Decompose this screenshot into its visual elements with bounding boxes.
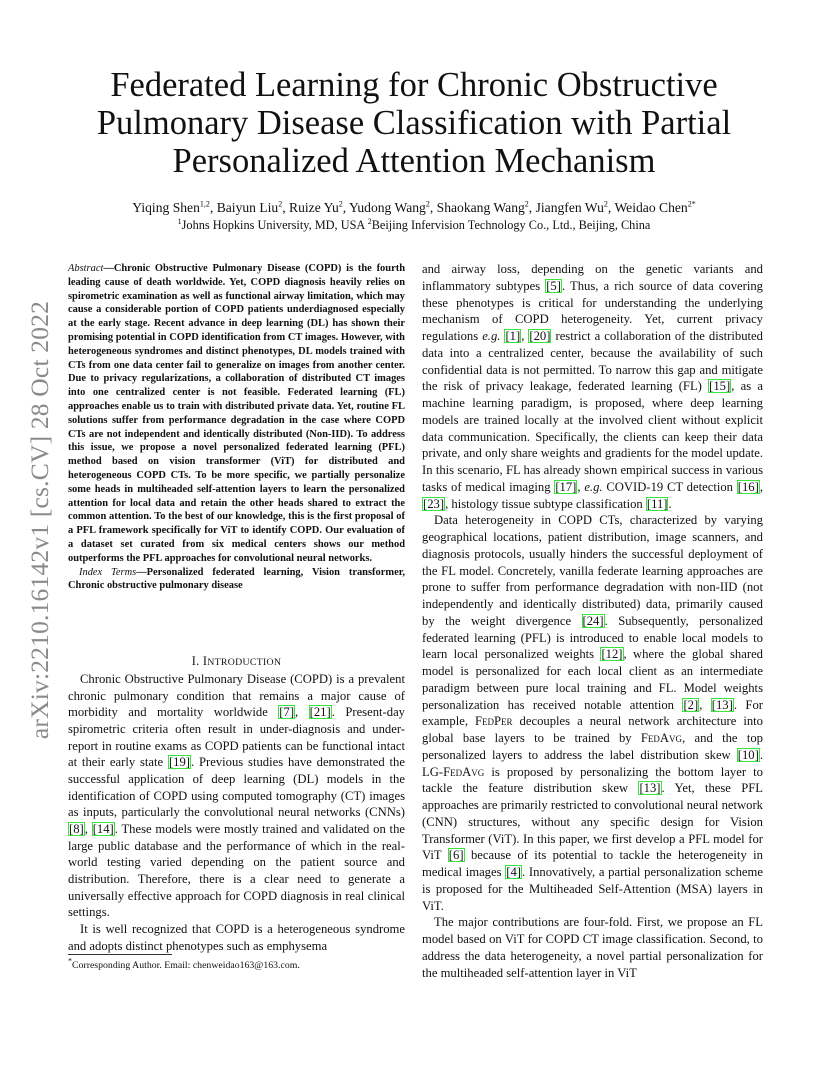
- section-title-rest: NTRODUCTION: [207, 657, 282, 668]
- body-text: decouples a neural network architecture into global base layers to be trained by: [422, 714, 764, 745]
- citation-link[interactable]: [15]: [709, 379, 731, 394]
- body-paragraph: [68, 921, 405, 954]
- body-text: ,: [577, 479, 585, 494]
- body-text-italic: e.g.: [584, 479, 603, 494]
- author-name: , Jiangfen Wu: [528, 200, 604, 215]
- author-affil-mark: 2: [278, 199, 283, 209]
- body-text: Chronic Obstructive Pulmonary Disease (COPD) is a prevalent chronic pulmonary condition that remains a major cause of morbidity and mortality worldwide: [68, 672, 405, 720]
- author-list: [60, 200, 768, 216]
- author-affil-mark: 2: [524, 199, 529, 209]
- body-paragraph: [422, 914, 763, 981]
- footnote: [68, 956, 300, 971]
- footnote-mark: *: [68, 956, 72, 966]
- citation-link[interactable]: [13]: [639, 781, 661, 796]
- method-name: FedPer: [474, 714, 513, 729]
- citation-link[interactable]: [19]: [168, 755, 191, 770]
- body-text: . Thus, a rich source of data covering these phenotypes is critical for understanding the underlying mechanism of COPD heterogeneity. Yet, current privacy regulations: [422, 278, 763, 343]
- section-heading: [68, 654, 405, 669]
- citation-link[interactable]: [23]: [423, 496, 445, 511]
- body-text-italic: e.g.: [482, 329, 501, 343]
- citation-link[interactable]: [13]: [711, 697, 733, 712]
- affiliations: [60, 218, 768, 233]
- body-text: It is well recognized that COPD is a heterogeneous syndrome and adopts distinct phenotypes such as emphysema: [68, 921, 405, 953]
- abstract-label: Abstract: [68, 263, 104, 274]
- citation-link[interactable]: [24]: [582, 613, 604, 628]
- author-affil-mark: 2: [338, 199, 343, 209]
- body-text: ,: [295, 705, 309, 720]
- citation-link[interactable]: [17]: [555, 479, 577, 494]
- paper-title: [70, 66, 758, 180]
- citation-link[interactable]: [6]: [448, 848, 464, 863]
- body-text: ,: [84, 821, 92, 836]
- body-text: , where the global shared model is personalized for each local client as an intermediate paradigm between pure local training and FL. Model weights personalization has received notable attention: [422, 647, 763, 712]
- citation-link[interactable]: [11]: [646, 496, 668, 511]
- affil-text: Johns Hopkins University, MD, USA: [181, 218, 368, 232]
- title-line-3: Personalized Attention Mechanism: [172, 142, 656, 180]
- citation-link[interactable]: [2]: [683, 697, 699, 712]
- author-affil-mark: 2: [603, 199, 608, 209]
- index-terms-text: —Personalized federated learning, Vision transformer, Chronic obstructive pulmonary disease: [68, 566, 405, 592]
- title-line-2: Pulmonary Disease Classification with Partial: [96, 104, 732, 142]
- body-paragraph: [68, 671, 405, 921]
- affil-text: Beijing Infervision Technology Co., Ltd., Beijing, China: [371, 218, 651, 232]
- method-name: FedAvg: [443, 764, 485, 779]
- body-text: . LG-: [422, 747, 763, 779]
- citation-link[interactable]: [12]: [601, 647, 623, 662]
- citation-link[interactable]: [16]: [737, 479, 759, 494]
- author-name: , Shaokang Wang: [429, 200, 525, 215]
- citation-link[interactable]: [5]: [546, 278, 561, 293]
- author-name: , Weidao Chen: [607, 200, 688, 215]
- section-number: I.: [191, 654, 200, 668]
- citation-link[interactable]: [8]: [69, 821, 84, 836]
- section-title-initial: I: [202, 654, 208, 668]
- author-affil-mark: 1,2: [199, 199, 210, 209]
- body-text: ,: [521, 329, 529, 343]
- arxiv-stamp: [20, 280, 60, 760]
- citation-link[interactable]: [7]: [279, 705, 295, 720]
- body-paragraph: [422, 261, 763, 512]
- body-text: because of its potential to tackle the heterogeneity in medical images: [422, 848, 764, 879]
- body-text: .: [668, 496, 672, 511]
- footnote-text: Corresponding Author. Email: chenweidao163@163.com.: [72, 960, 300, 971]
- affil-mark: 2: [367, 216, 372, 226]
- body-text: . For example,: [422, 697, 763, 729]
- index-terms: [68, 566, 405, 594]
- abstract-text: —Chronic Obstructive Pulmonary Disease (COPD) is the fourth leading cause of death worldwide. Yet, COPD diagnosis heavily relies on spirometric examination as well as functional airway limitation, which may cause a considerable portion of COPD patients underdiagnosed especially at the early stage. Recent advance in deep learning (DL) has shown their promising potential in COPD identification from CT images. However, with heterogeneous syndromes and distinct phenotypes, DL models trained with CTs from one data center fail to generalize on images from another center. Due to privacy regularizations, a collaboration of distributed CT images into one centralized center is not feasible. Federated learning (FL) approaches enable us to train with distributed private data. Yet, routine FL solutions suffer from performance degradation in the case where COPD CTs are not independent and identically distributed (Non-IID). To address this issue, we propose a novel personalized federated learning (PFL) method based on vision transformer (ViT) for distributed and heterogeneous COPD CTs. To be more specific, we partially personalize some heads in multiheaded self-attention layers to learn the personalized attention for local data and retain the other heads shared to extract the common attention. To the best of our knowledge, this is the first proposal of a PFL framework specifically for ViT to identify COPD. Our evaluation of a dataset set curated from six medical centers shows our method outperforms the PFL approaches for convolutional neural networks.: [68, 263, 405, 564]
- right-column: [422, 261, 763, 981]
- body-text: . Innovatively, a partial personalization scheme is proposed for the Multiheaded Self-Attention (MSA) layers in ViT.: [422, 865, 763, 913]
- abstract-block: [68, 262, 405, 593]
- body-text: restrict a collaboration of the distributed data into a centralized center, because the availability of such confidential data is not permitted. To narrow this gap and mitigate the risk of privacy leakage, federated learning (FL): [422, 329, 763, 394]
- author-name: , Baiyun Liu: [209, 200, 279, 215]
- author-name: , Ruize Yu: [282, 200, 339, 215]
- citation-link[interactable]: [20]: [529, 329, 551, 343]
- author-name: , Yudong Wang: [342, 200, 426, 215]
- body-text: , as a machine learning paradigm, is proposed, where deep learning models are trained locally at the involved client without explicit data communication. Specifically, the clients can keep their data private, and only share weights and gradients for the model update. In this scenario, FL has already shown empirical success in various tasks of medical imaging: [422, 379, 763, 494]
- affil-mark: 1: [177, 216, 182, 226]
- footnote-rule: [68, 954, 172, 955]
- abstract-paragraph: [68, 262, 405, 566]
- index-terms-label: Index Terms: [79, 566, 137, 578]
- citation-link[interactable]: [14]: [92, 821, 114, 836]
- method-name: FedAvg: [640, 731, 683, 745]
- body-text: . Subsequently, personalized federated learning (PFL) is introduced to enable local models to learn local personalized weights: [422, 613, 763, 662]
- author-affil-mark: 2*: [687, 199, 696, 209]
- citation-link[interactable]: [4]: [506, 865, 521, 879]
- title-line-1: Federated Learning for Chronic Obstructive: [110, 66, 718, 104]
- body-text: COVID-19 CT detection: [602, 479, 737, 494]
- introduction-left-column: [68, 671, 405, 954]
- body-text: ,: [759, 479, 763, 494]
- body-text: and airway loss, depending on the genetic variants and inflammatory subtypes: [422, 262, 763, 293]
- author-affil-mark: 2: [425, 199, 430, 209]
- body-text: is proposed by personalizing the bottom layer to tackle the feature distribution skew: [422, 764, 763, 796]
- body-text: , and the top personalized layers to address the label distribution skew: [422, 731, 763, 762]
- citation-link[interactable]: [21]: [309, 705, 331, 720]
- body-text: . These models were mostly trained and validated on the large public database and the performance of which in the real-world testing varied depending on the patient source and distribution. Therefore, there is a clear need to generate a universally effective approach for COPD diagnosis in real clinical settings.: [68, 821, 405, 920]
- citation-link[interactable]: [1]: [505, 329, 521, 343]
- body-text: The major contributions are four-fold. First, we propose an FL model based on ViT for COPD CT image classification. Second, to address the data heterogeneity, a novel partial personalization for the multiheaded self-attention layer in ViT: [422, 915, 763, 980]
- author-name: Yiqing Shen: [132, 200, 200, 215]
- body-text: Data heterogeneity in COPD CTs, characterized by varying geographical locations, patient distribution, image scanners, and diagnosis protocols, usually hinders the successful deployment of the FL model. Concretely, vanilla federate learning approaches are prone to suffer from performance degradation with non-IID (not independently and identically distributed) data, primarily caused by the weight divergence: [422, 513, 763, 628]
- body-text: , histology tissue subtype classification: [445, 496, 646, 511]
- body-text: . Yet, these PFL approaches are primarily restricted to convolutional neural network (CNN) structures, without any specific design for Vision Transformer (ViT). In this paper, we first develop a PFL model for ViT: [422, 781, 763, 863]
- body-text: . Previous studies have demonstrated the successful application of deep learning (DL) models in the identification of COPD using computed tomography (CT) images as inputs, particularly the convolutional neural networks (CNNs): [68, 755, 405, 820]
- body-paragraph: [422, 512, 763, 914]
- citation-link[interactable]: [10]: [737, 747, 759, 762]
- body-text: . Present-day spirometric criteria often result in under-diagnosis and under-report in routine exams as COPD patients can be functional intact at their early state: [68, 705, 405, 770]
- arxiv-id: arXiv:2210.16142v1 [cs.CV] 28 Oct 2022: [25, 300, 54, 740]
- body-text: ,: [699, 697, 711, 712]
